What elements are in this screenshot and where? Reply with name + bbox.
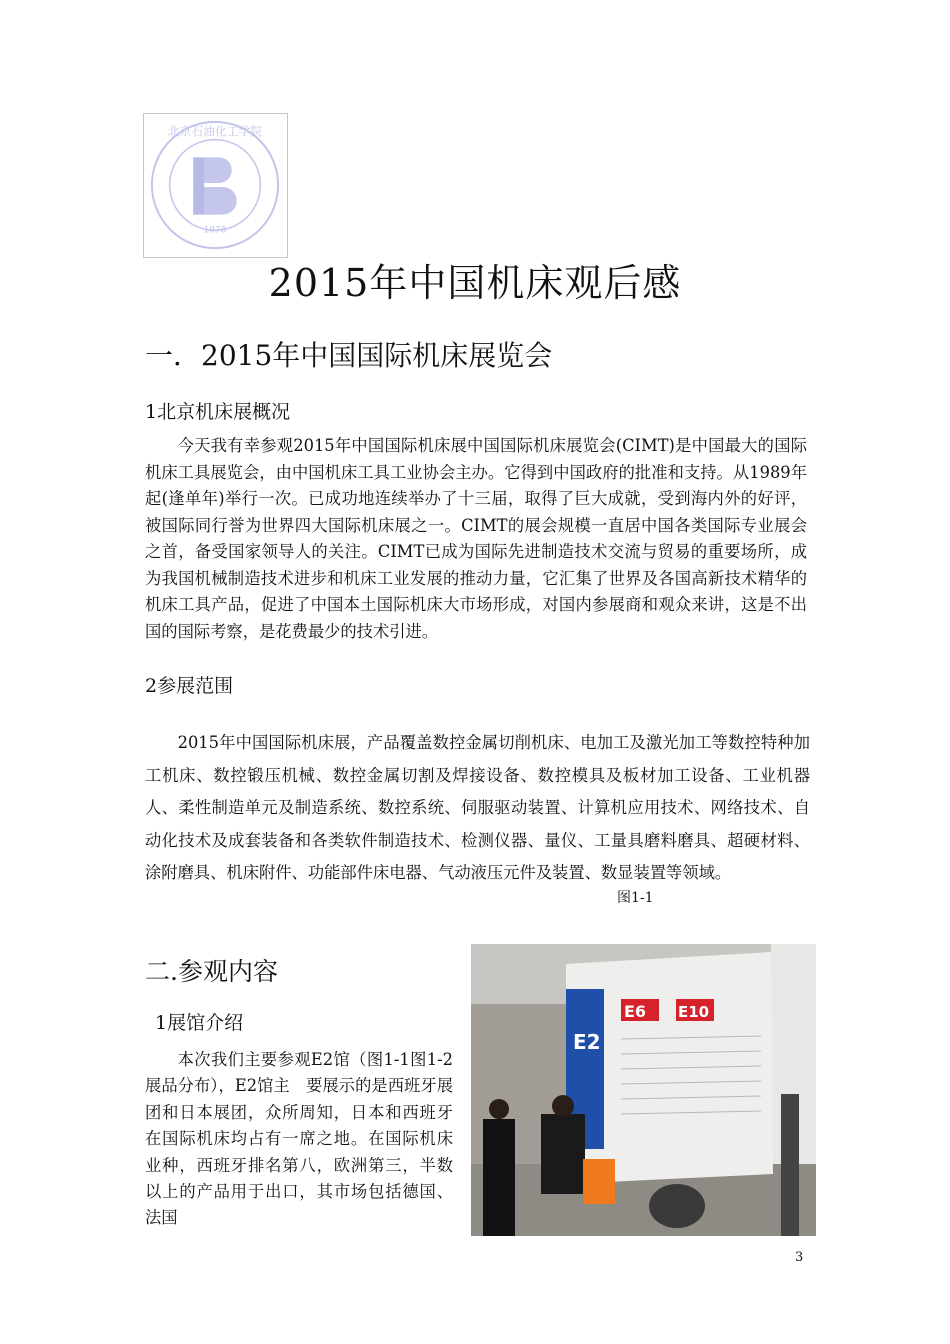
page-number: 3 bbox=[795, 1250, 804, 1265]
figure-caption: 图1-1 bbox=[617, 890, 654, 906]
logo-year: 1978 bbox=[203, 225, 227, 236]
university-logo bbox=[143, 113, 288, 258]
subsection-heading-1-1: 1北京机床展概况 bbox=[145, 401, 291, 423]
subsection-heading-1-2: 2参展范围 bbox=[145, 675, 234, 697]
paragraph-scope: 2015年中国国际机床展，产品覆盖数控金属切削机床、电加工及激光加工等数控特种加工机床、数控锻压机械、数控金属切割及焊接设备、数控模具及板材加工设备、工业机器人、柔性制造单元及制造系统、数控系统、伺服驱动装置、计算机应用技术、网络技术、自动化技术及成套装备和各类软件制造技术、检测仪器、量仪、工量具磨料磨具、超硬材料、涂附磨具、机床附件、功能部件床电器、气动液压元件及装置、数显装置等领域。 bbox=[145, 733, 810, 882]
paragraph-hall-intro: 本次我们主要参观E2馆（图1-1图1-2展品分布），E2馆主 要展示的是西班牙展团和日本展团，众所周知，日本和西班牙在国际机床均占有一席之地。在国际机床业种，西班牙排名第八，欧洲第三，半数以上的产品用于出口，其市场包括德国、法国 bbox=[145, 1050, 453, 1228]
sign-e10: E10 bbox=[678, 1003, 710, 1021]
paragraph-overview: 今天我有幸参观2015年中国国际机床展中国国际机床展览会(CIMT)是中国最大的国际机床工具展览会，由中国机床工具工业协会主办。它得到中国政府的批准和支持。从1989年起(逢单年)举行一次。已成功地连续举办了十三届，取得了巨大成就，受到海内外的好评，被国际同行誉为世界四大国际机床展之一。CIMT的展会规模一直居中国各类国际专业展会之首，备受国家领导人的关注。CIMT已成为国际先进制造技术交流与贸易的重要场所，成为我国机械制造技术进步和机床工业发展的推动力量，它汇集了世界及各国高新技术精华的机床工具产品，促进了中国本土国际机床大市场形成，对国内参展商和观众来讲，这是不出国的国际考察，是花费最少的技术引进。 bbox=[145, 436, 807, 641]
university-seal-icon bbox=[144, 114, 287, 257]
section-heading-2: 二.参观内容 bbox=[145, 957, 278, 986]
exhibition-hall-photo bbox=[471, 944, 816, 1236]
document-title: 2015年中国机床观后感 bbox=[268, 261, 682, 305]
logo-text: 北京石油化工学院 bbox=[167, 124, 263, 139]
section-heading-1: 一．2015年中国国际机床展览会 bbox=[145, 339, 553, 372]
sign-e6: E6 bbox=[624, 1002, 647, 1021]
subsection-heading-2-1: 1展馆介绍 bbox=[155, 1012, 244, 1034]
sign-e2: E2 bbox=[573, 1030, 601, 1054]
